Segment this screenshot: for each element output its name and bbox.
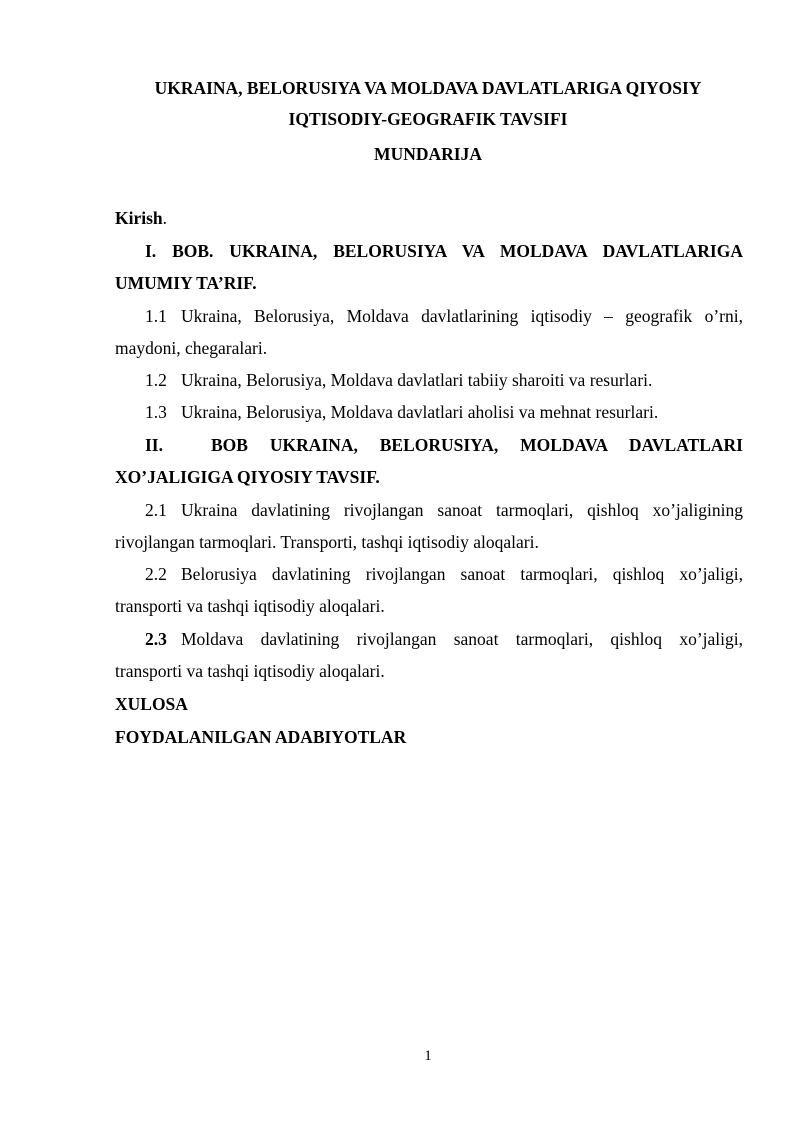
toc-section-2-3-text: Moldava davlatining rivojlangan sanoat tarmoqlari, qishloq xo’jaligi, <box>181 629 743 649</box>
document-title-line-2: IQTISODIY-GEOGRAFIK TAVSIFI <box>288 109 568 129</box>
toc-section-1-2-number: 1.2 <box>145 370 167 390</box>
toc-section-1-1-number: 1.1 <box>145 306 167 326</box>
toc-section-1-1-text: Ukraina, Belorusiya, Moldava davlatlarining iqtisodiy – geografik o’rni, <box>181 306 743 326</box>
toc-section-2-2-line-2: transporti va tashqi iqtisodiy aloqalari. <box>115 596 385 616</box>
toc-section-2-1-number: 2.1 <box>145 500 167 520</box>
toc-chapter-2-number: II. <box>145 435 163 455</box>
toc-section-1-3-number: 1.3 <box>145 402 167 422</box>
toc-references: FOYDALANILGAN ADABIYOTLAR <box>115 727 407 747</box>
toc-section-2-2-number: 2.2 <box>145 564 167 584</box>
toc-section-1-1-line-2: maydoni, chegaralari. <box>115 338 268 358</box>
toc-chapter-2-text: BOB UKRAINA, BELORUSIYA, MOLDAVA DAVLATLARI <box>211 435 743 455</box>
toc-section-1-3 <box>145 401 743 423</box>
toc-section-1-1-line-1 <box>145 305 743 327</box>
page-number: 1 <box>424 1048 432 1064</box>
toc-chapter-2-line-2: XO’JALIGIGA QIYOSIY TAVSIF. <box>115 467 380 487</box>
toc-chapter-1-line-1: I. BOB. UKRAINA, BELORUSIYA VA MOLDAVA DAVLATLARIGA <box>145 241 743 261</box>
toc-conclusion: XULOSA <box>115 694 188 714</box>
toc-section-2-3-line-1 <box>145 628 743 650</box>
toc-section-2-3-number: 2.3 <box>145 629 167 649</box>
toc-intro-label: Kirish <box>115 208 163 228</box>
toc-section-2-1-text: Ukraina davlatining rivojlangan sanoat tarmoqlari, qishloq xo’jaligining <box>181 500 743 520</box>
toc-chapter-2-line-1 <box>145 434 743 456</box>
contents-heading: MUNDARIJA <box>374 144 482 164</box>
toc-section-2-1-line-1 <box>145 499 743 521</box>
toc-section-1-2 <box>145 369 743 391</box>
toc-section-1-3-text: Ukraina, Belorusiya, Moldava davlatlari aholisi va mehnat resurlari. <box>181 402 659 422</box>
toc-section-2-2-text: Belorusiya davlatining rivojlangan sanoat tarmoqlari, qishloq xo’jaligi, <box>181 564 743 584</box>
toc-entry-intro <box>115 207 743 229</box>
toc-section-2-3-line-2: transporti va tashqi iqtisodiy aloqalari. <box>115 661 385 681</box>
toc-intro-punct: . <box>162 208 168 228</box>
toc-chapter-1-line-2: UMUMIY TA’RIF. <box>115 273 257 293</box>
toc-section-1-2-text: Ukraina, Belorusiya, Moldava davlatlari tabiiy sharoiti va resurlari. <box>181 370 653 390</box>
toc-section-2-2-line-1 <box>145 563 743 585</box>
document-title-line-1: UKRAINA, BELORUSIYA VA MOLDAVA DAVLATLARIGA QIYOSIY <box>154 78 702 98</box>
toc-section-2-1-line-2: rivojlangan tarmoqlari. Transporti, tashqi iqtisodiy aloqalari. <box>115 532 539 552</box>
